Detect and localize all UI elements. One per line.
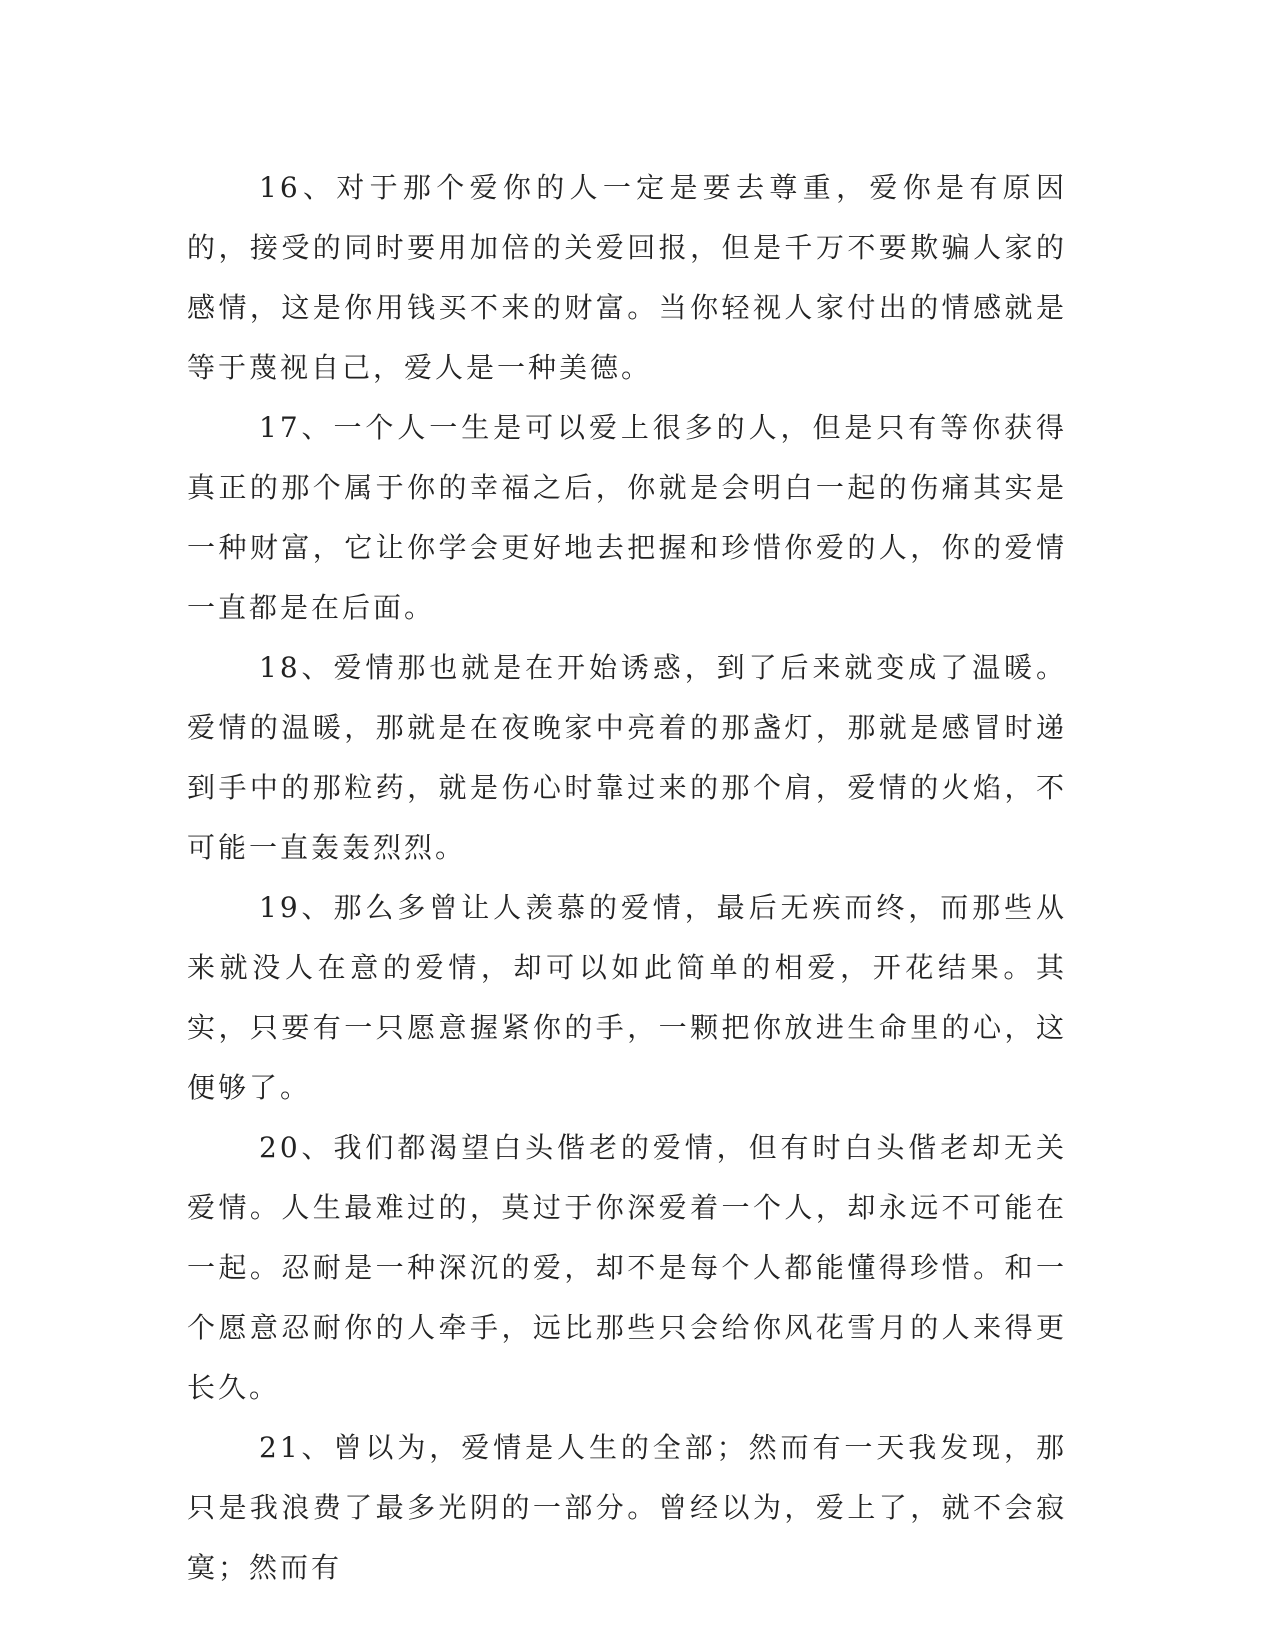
paragraph-16: 16、对于那个爱你的人一定是要去尊重，爱你是有原因的，接受的同时要用加倍的关爱回报，但是千万不要欺骗人家的感情，这是你用钱买不来的财富。当你轻视人家付出的情感就是等于蔑视自己，爱人是一种美德。 [187,171,1067,384]
paragraph-20: 20、我们都渴望白头偕老的爱情，但有时白头偕老却无关爱情。人生最难过的，莫过于你深爱着一个人，却永远不可能在一起。忍耐是一种深沉的爱，却不是每个人都能懂得珍惜。和一个愿意忍耐你的人牵手，远比那些只会给你风花雪月的人来得更长久。 [187,1131,1067,1404]
paragraph-19: 19、那么多曾让人羡慕的爱情，最后无疾而终，而那些从来就没人在意的爱情，却可以如此简单的相爱，开花结果。其实，只要有一只愿意握紧你的手，一颗把你放进生命里的心，这便够了。 [187,891,1067,1104]
paragraph-18: 18、爱情那也就是在开始诱惑，到了后来就变成了温暖。爱情的温暖，那就是在夜晚家中亮着的那盏灯，那就是感冒时递到手中的那粒药，就是伤心时靠过来的那个肩，爱情的火焰，不可能一直轰轰烈烈。 [187,651,1067,864]
paragraph-17: 17、一个人一生是可以爱上很多的人，但是只有等你获得真正的那个属于你的幸福之后，你就是会明白一起的伤痛其实是一种财富，它让你学会更好地去把握和珍惜你爱的人，你的爱情一直都是在后面。 [187,411,1067,624]
paragraph-21: 21、曾以为，爱情是人生的全部；然而有一天我发现，那只是我浪费了最多光阴的一部分。曾经以为，爱上了，就不会寂寞；然而有 [187,1431,1067,1584]
document-body [187,158,1067,1598]
